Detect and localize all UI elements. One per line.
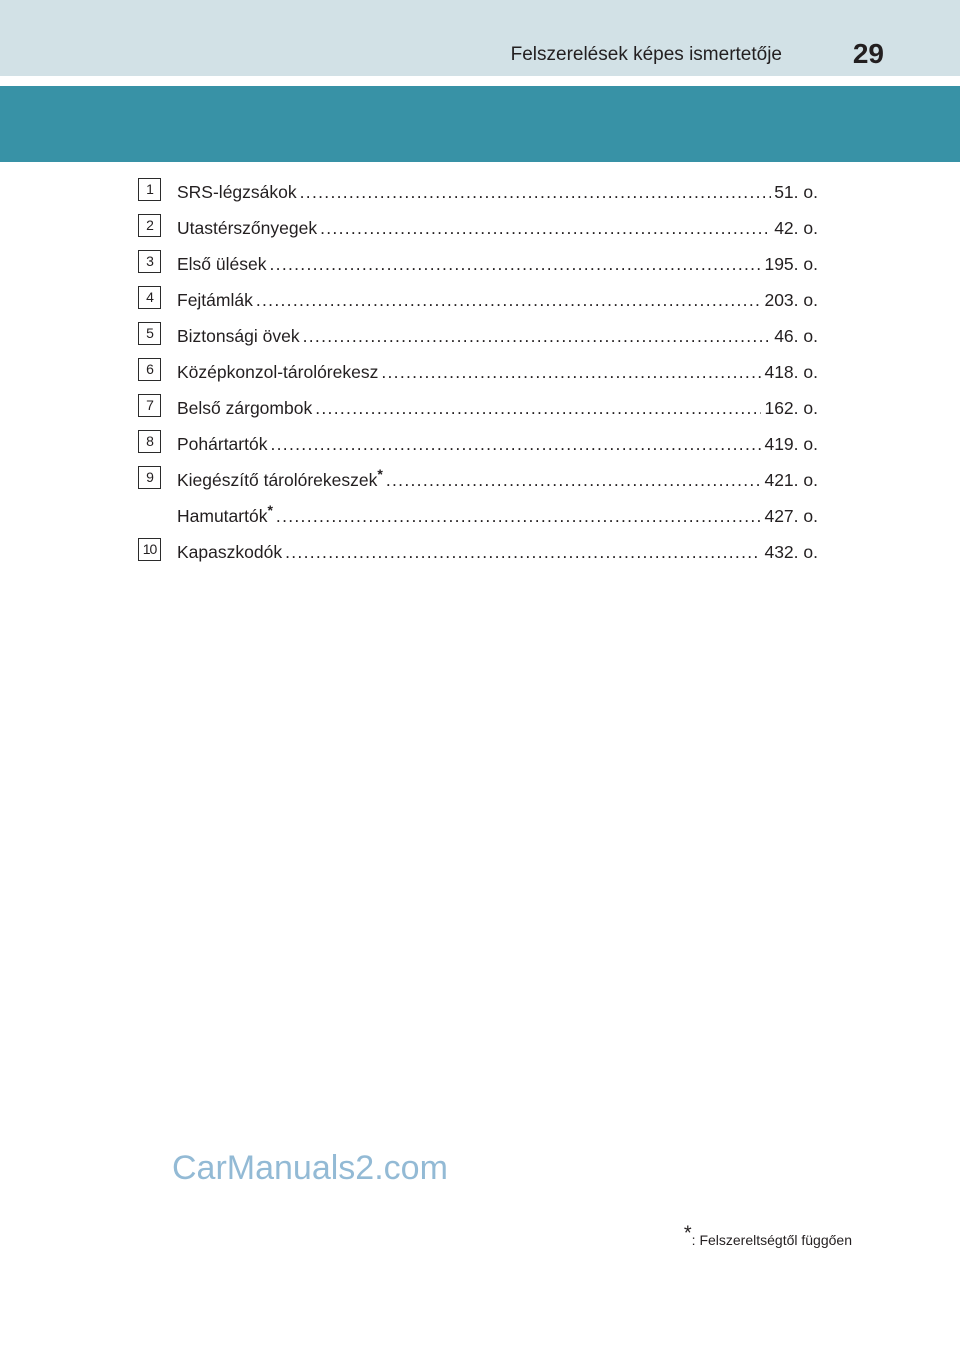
toc-page-ref[interactable]: 427. o. xyxy=(764,506,818,526)
item-number-badge: 2 xyxy=(138,214,161,237)
toc-entry-label: Pohártartók xyxy=(177,434,268,454)
dot-leader xyxy=(300,174,772,210)
toc-entry[interactable] xyxy=(138,462,818,534)
toc-page-ref[interactable]: 421. o. xyxy=(764,470,818,490)
toc-page-ref[interactable]: 419. o. xyxy=(764,434,818,454)
toc-entry[interactable] xyxy=(138,210,818,246)
toc-entry[interactable] xyxy=(138,282,818,318)
dot-leader xyxy=(320,210,771,246)
toc-entry-label: Belső zárgombok xyxy=(177,398,313,418)
toc-entry[interactable] xyxy=(138,318,818,354)
dot-leader xyxy=(276,498,762,534)
header-strip xyxy=(0,0,960,76)
toc-entry[interactable] xyxy=(138,534,818,570)
toc-entry[interactable] xyxy=(138,174,818,210)
toc-entry[interactable] xyxy=(138,426,818,462)
toc-entry[interactable] xyxy=(138,354,818,390)
item-number-badge: 10 xyxy=(138,538,161,561)
toc-entry-label: Utastérszőnyegek xyxy=(177,218,318,238)
dot-leader xyxy=(303,318,772,354)
footnote-text: : Felszereltségtől függően xyxy=(691,1232,852,1248)
item-number-badge: 8 xyxy=(138,430,161,453)
toc-entry[interactable] xyxy=(138,246,818,282)
dot-leader xyxy=(381,354,761,390)
item-number-badge: 3 xyxy=(138,250,161,273)
toc-entry-text: Kiegészítő tárolórekeszek xyxy=(177,470,378,490)
toc-entry-label: SRS-légzsákok xyxy=(177,182,297,202)
item-number-badge: 9 xyxy=(138,466,161,489)
toc-entry-label: Fejtámlák xyxy=(177,290,253,310)
item-number-badge: 1 xyxy=(138,178,161,201)
dot-leader xyxy=(285,534,761,570)
dot-leader xyxy=(256,282,762,318)
toc-entry-label xyxy=(177,462,383,498)
footnote xyxy=(683,1222,852,1248)
toc-entry-label: Kapaszkodók xyxy=(177,542,283,562)
page-number: 29 xyxy=(852,38,884,69)
toc-page-ref[interactable]: 162. o. xyxy=(764,398,818,418)
toc-subentry-text: Hamutartók xyxy=(177,506,268,526)
dot-leader xyxy=(270,426,761,462)
asterisk-marker: * xyxy=(267,502,273,519)
item-number-badge: 7 xyxy=(138,394,161,417)
toc-page-ref[interactable]: 51. o. xyxy=(774,182,818,202)
item-number-badge: 6 xyxy=(138,358,161,381)
toc-list xyxy=(138,174,818,570)
asterisk-marker: * xyxy=(683,1222,692,1245)
dot-leader xyxy=(315,390,761,426)
section-title: Felszerelések képes ismertetője xyxy=(510,44,782,65)
toc-page-ref[interactable]: 195. o. xyxy=(764,254,818,274)
dot-leader xyxy=(270,246,762,282)
toc-entry-label: Biztonsági övek xyxy=(177,326,300,346)
toc-page-ref[interactable]: 203. o. xyxy=(764,290,818,310)
watermark-text: CarManuals2.com xyxy=(172,1149,448,1187)
decorative-band xyxy=(0,86,960,162)
toc-entry-label: Első ülések xyxy=(177,254,267,274)
item-number-badge: 5 xyxy=(138,322,161,345)
asterisk-marker: * xyxy=(377,466,383,483)
toc-entry-label: Középkonzol-tárolórekesz xyxy=(177,362,379,382)
toc-page-ref[interactable]: 46. o. xyxy=(774,326,818,346)
item-number-badge: 4 xyxy=(138,286,161,309)
toc-page-ref[interactable]: 42. o. xyxy=(774,218,818,238)
toc-subentry-label xyxy=(177,498,273,534)
dot-leader xyxy=(386,462,762,498)
toc-entry[interactable] xyxy=(138,390,818,426)
toc-page-ref[interactable]: 418. o. xyxy=(764,362,818,382)
toc-page-ref[interactable]: 432. o. xyxy=(764,542,818,562)
